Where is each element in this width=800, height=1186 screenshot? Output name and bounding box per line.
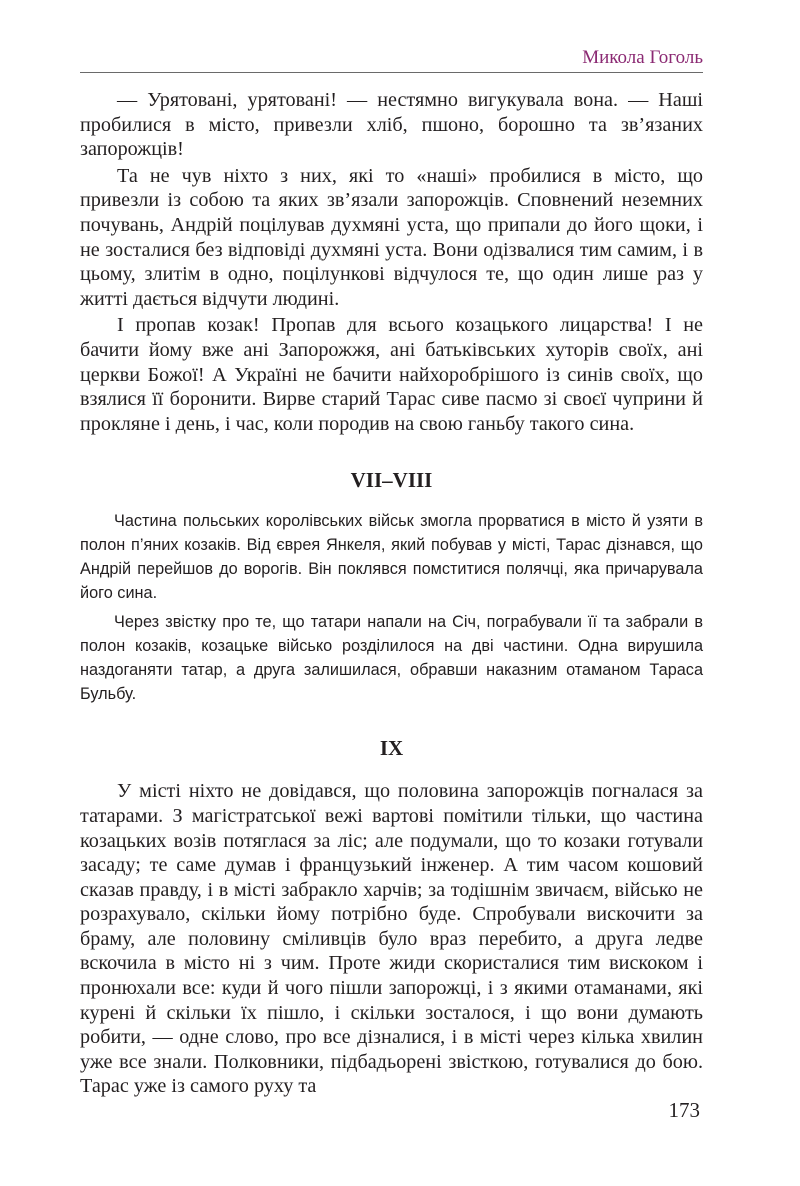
paragraph: Та не чув ніхто з них, які то «наші» пробилися в місто, що привезли із собою та яких зв’язали запорожців. Сповнений неземних почувань, Андрій поцілував духмяні уста, що припали до його щоки, і не зосталися без відповіді духмяні уста. Вони одізвалися тим самим, і в цьому, злитім в одно, поцілункові відчулося те, що один лише раз у житті дається відчути людині. [80, 164, 703, 310]
chapter-heading-vii-viii: VII–VIII [350, 468, 433, 493]
header-author-title: Микола Гоголь [582, 47, 703, 68]
paragraph: — Урятовані, урятовані! — нестямно вигукувала вона. — Наші пробилися в місто, привезли хліб, пшоно, борошно та зв’язаних запорожців! [80, 89, 703, 161]
page-content [80, 88, 703, 1099]
chapter-summary: Через звістку про те, що татари напали на Січ, пограбували її та забрали в полон козаків, козацьке військо розділилося на дві частини. Одна вирушила наздоганяти татар, а друга залишилася, обравши наказним отаманом Тараса Бульбу. [80, 613, 703, 704]
paragraph: У місті ніхто не довідався, що половина запорожців погналася за татарами. З магістратської вежі вартові помітили тільки, що частина козацьких возів потяглася за ліс; але подумали, що то козаки готували засаду; те саме думав і французький інженер. А тим часом кошовий сказав правду, і в місті забракло харчів; за тодішнім звичаєм, військо не розрахувало, скільки йому потрібно буде. Спробували вискочити за браму, але половину сміливців було враз перебито, а друга ледве вскочила в місто ні з чим. Проте жиди скористалися тим вискоком і пронюхали все: куди й чого пішли запорожці, і з якими отаманами, які курені й скільки їх пішло, і скільки зосталося, і що вони думають робити, — одне слово, про все дізналися, і в місті через кілька хвилин уже все знали. Полковники, підбадьорені звісткою, готувалися до бою. Тарас уже із самого руху та [80, 780, 703, 1098]
chapter-summary: Частина польських королівських військ змогла прорватися в місто й узяти в полон п’яних козаків. Від єврея Янкеля, який побував у місті, Тарас дізнався, що Андрій перейшов до ворогів. Він поклявся помститися полячці, яка причарувала його сина. [80, 512, 703, 603]
page-number: 173 [668, 1098, 700, 1122]
chapter-heading-ix: IX [379, 736, 404, 761]
paragraph: І пропав козак! Пропав для всього козацького лицарства! І не бачити йому вже ані Запорожжя, ані батьківських хуторів своїх, ані церкви Божої! А Україні не бачити найхоробрішого із синів своїх, що взялися її боронити. Вирве старий Тарас сиве пасмо зі своєї чуприни й прокляне і день, і час, коли породив на свою ганьбу такого сина. [80, 314, 703, 435]
running-header [80, 44, 703, 73]
